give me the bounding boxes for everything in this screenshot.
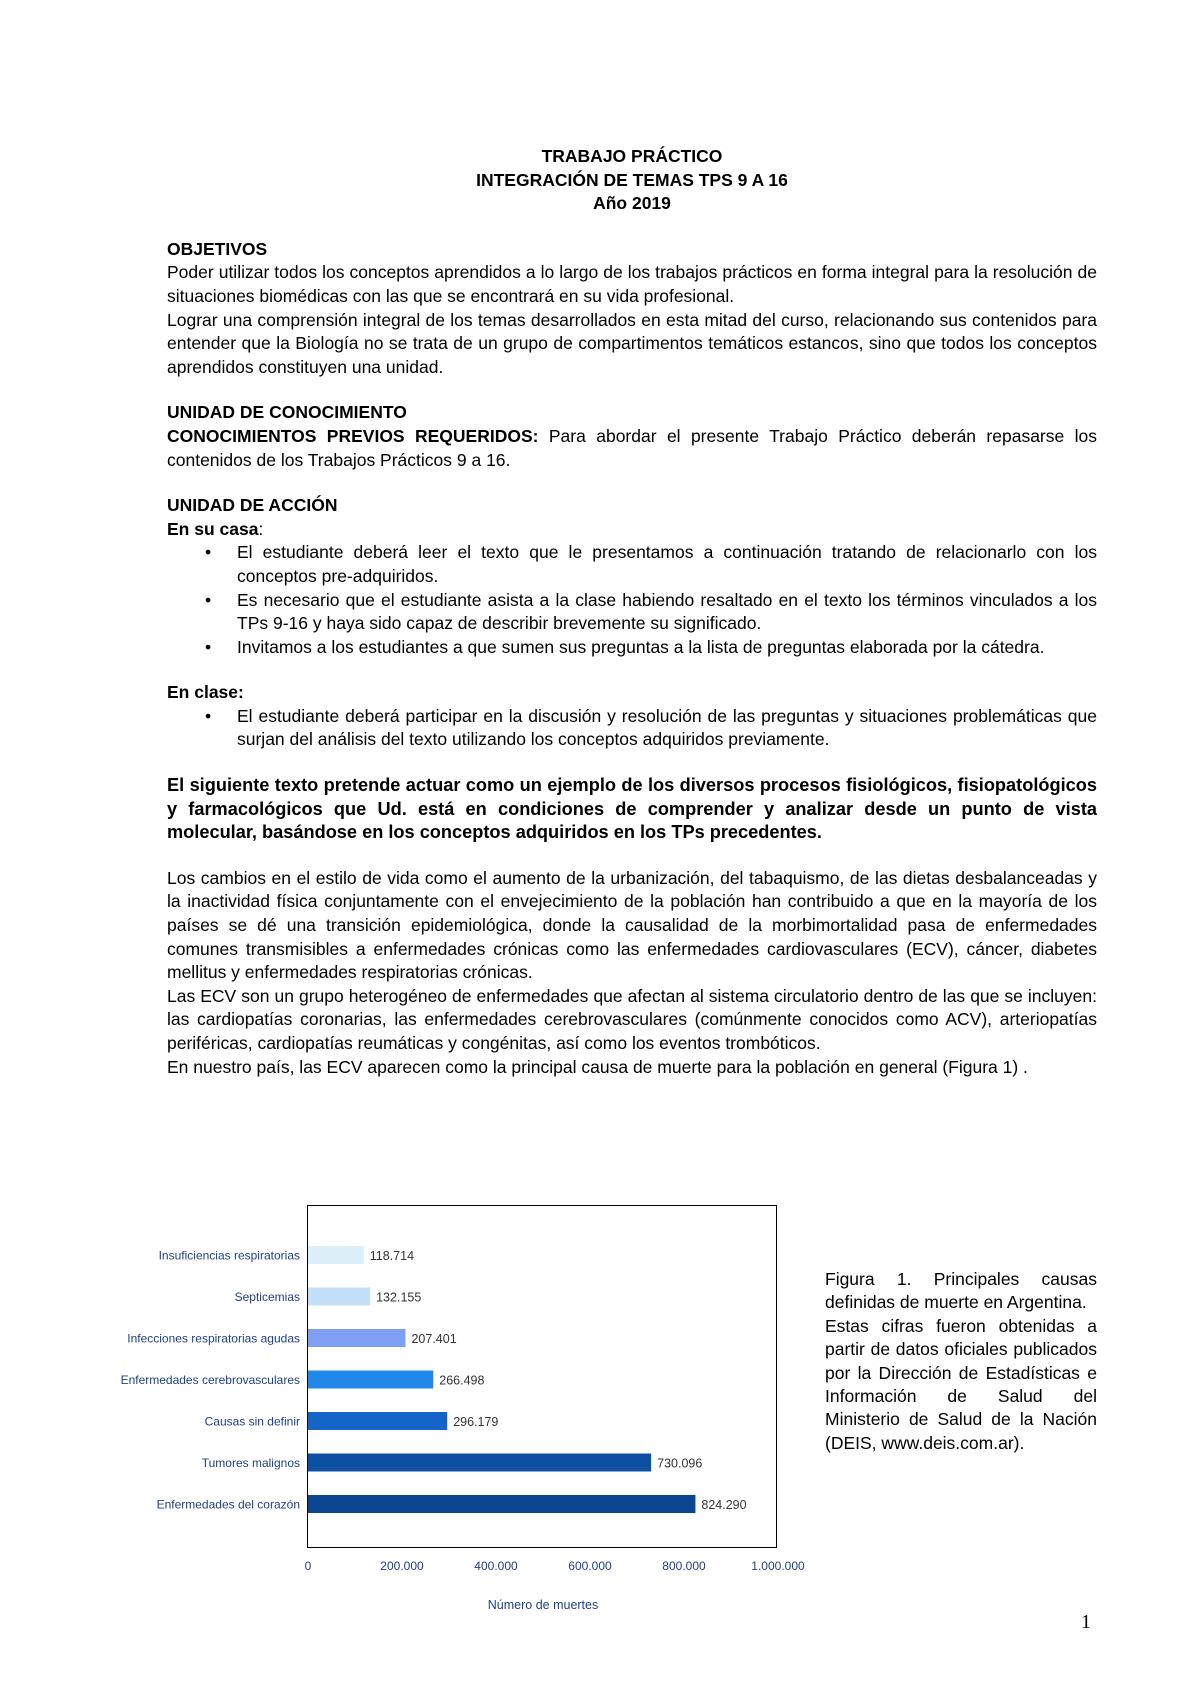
casa-colon: : xyxy=(258,518,264,539)
category-label: Enfermedades cerebrovasculares xyxy=(120,1373,300,1387)
figure-1 xyxy=(100,1205,820,1620)
title-line-1: TRABAJO PRÁCTICO xyxy=(541,146,723,166)
document-body xyxy=(167,145,1097,1079)
category-label: Insuficiencias respiratorias xyxy=(158,1248,300,1263)
page-number: 1 xyxy=(1081,1611,1091,1633)
chart-bar xyxy=(308,1288,370,1306)
x-tick-label: 200.000 xyxy=(380,1559,424,1573)
list-item xyxy=(167,636,1097,660)
category-label: Causas sin definir xyxy=(204,1414,300,1429)
conocimiento-text: Para abordar el presente Trabajo Práctico deberán repasarse los contenidos de los Trabajos Prácticos 9 a 16. xyxy=(167,425,1098,470)
clase-list xyxy=(167,705,1097,752)
data-label: 730.096 xyxy=(657,1456,703,1471)
intro-bold-paragraph: El siguiente texto pretende actuar como un ejemplo de los diversos procesos fisiológicos, fisiopatológicos y farmacológicos que Ud. está en condiciones de comprender y analizar desde un punto de vista molecular, basándose en los conceptos adquiridos en los TPs precedentes. xyxy=(167,775,1097,843)
chart-bar xyxy=(308,1454,651,1472)
x-tick-label: 800.000 xyxy=(662,1559,706,1573)
chart-bar xyxy=(308,1329,405,1347)
list-item xyxy=(167,589,1097,636)
list-item xyxy=(167,541,1097,588)
category-label: Tumores malignos xyxy=(201,1456,300,1470)
data-label: 207.401 xyxy=(411,1332,457,1346)
bar-chart xyxy=(100,1205,820,1620)
accion-heading: UNIDAD DE ACCIÓN xyxy=(167,495,338,516)
category-label: Enfermedades del corazón xyxy=(156,1497,300,1512)
data-label: 296.179 xyxy=(453,1415,499,1429)
title-line-3: Año 2019 xyxy=(593,193,671,214)
category-label: Infecciones respiratorias agudas xyxy=(127,1331,300,1346)
chart-bar xyxy=(308,1246,364,1264)
data-label: 118.714 xyxy=(369,1249,415,1263)
x-tick-label: 400.000 xyxy=(474,1559,518,1573)
list-item-text: Invitamos a los estudiantes a que sumen sus preguntas a la lista de preguntas elaborada por la cátedra. xyxy=(237,636,1045,657)
conocimiento-label: CONOCIMIENTOS PREVIOS REQUERIDOS: xyxy=(167,425,539,446)
clase-subheading: En clase: xyxy=(167,682,244,703)
category-label: Septicemias xyxy=(234,1290,300,1304)
x-tick-label: 0 xyxy=(304,1559,312,1573)
title-line-2: INTEGRACIÓN DE TEMAS TPS 9 A 16 xyxy=(476,169,788,190)
list-item xyxy=(167,705,1097,752)
data-label: 266.498 xyxy=(439,1373,485,1388)
objetivos-paragraph-2: Lograr una comprensión integral de los temas desarrollados en esta mitad del curso, relacionando sus contenidos para entender que la Biología no se trata de un grupo de compartimentos temáticos estancos, sino que todos los conceptos aprendidos constituyen una unidad. xyxy=(167,309,1097,377)
bullet-icon: • xyxy=(205,636,212,657)
list-item-text: El estudiante deberá leer el texto que le presentamos a continuación tratando de relacionarlo con los conceptos pre-adquiridos. xyxy=(237,542,1097,586)
caption-paragraph-1: Figura 1. Principales causas definidas de muerte en Argentina. xyxy=(825,1269,1097,1313)
chart-bar xyxy=(308,1371,433,1389)
chart-bar xyxy=(308,1412,447,1430)
conocimiento-paragraph xyxy=(167,425,1097,472)
casa-list xyxy=(167,541,1097,659)
bullet-icon: • xyxy=(205,542,212,563)
list-item-text: Es necesario que el estudiante asista a la clase habiendo resaltado en el texto los términos vinculados a los TPs 9-16 y haya sido capaz de describir brevemente su significado. xyxy=(237,589,1097,634)
objetivos-paragraph-1: Poder utilizar todos los conceptos aprendidos a lo largo de los trabajos prácticos en forma integral para la resolución de situaciones biomédicas con las que se encontrará en su vida profesional. xyxy=(167,262,1097,306)
list-item-text: El estudiante deberá participar en la discusión y resolución de las preguntas y situaciones problemáticas que surjan del análisis del texto utilizando los conceptos adquiridos previamente. xyxy=(237,705,1097,750)
x-tick-label: 600.000 xyxy=(568,1559,612,1573)
bullet-icon: • xyxy=(205,589,212,610)
x-axis-label: Número de muertes xyxy=(487,1598,599,1612)
data-label: 132.155 xyxy=(376,1290,422,1305)
data-label: 824.290 xyxy=(701,1498,747,1512)
body-paragraph-1: Los cambios en el estilo de vida como el aumento de la urbanización, del tabaquismo, de las dietas desbalanceadas y la inactividad física conjuntamente con el envejecimiento de la población han contribuido a que en la mayoría de los países se dé una transición epidemiológica, donde la causalidad de la morbimortalidad pasa de enfermedades comunes transmisibles a enfermedades crónicas como las enfermedades cardiovasculares (ECV), cáncer, diabetes mellitus y enfermedades respiratorias crónicas. xyxy=(167,867,1097,983)
figure-caption xyxy=(825,1268,1097,1455)
casa-subheading xyxy=(167,518,1097,542)
caption-paragraph-2: Estas cifras fueron obtenidas a partir de datos oficiales publicados por la Dirección de Estadísticas e Información de Salud del Ministerio de Salud de la Nación (DEIS, www.deis.com.ar). xyxy=(825,1315,1097,1453)
casa-label: En su casa xyxy=(167,518,259,539)
body-paragraph-3: En nuestro país, las ECV aparecen como la principal causa de muerte para la población en general (Figura 1) . xyxy=(167,1056,1028,1077)
chart-bar xyxy=(308,1495,695,1513)
bullet-icon: • xyxy=(205,705,212,726)
objetivos-heading: OBJETIVOS xyxy=(167,238,268,259)
conocimiento-heading: UNIDAD DE CONOCIMIENTO xyxy=(167,402,407,423)
x-tick-label: 1.000.000 xyxy=(751,1559,805,1573)
body-paragraph-2: Las ECV son un grupo heterogéneo de enfermedades que afectan al sistema circulatorio dentro de las que se incluyen: las cardiopatías coronarias, las enfermedades cerebrovasculares (comúnmente conocidos como ACV), arteriopatías periféricas, cardiopatías reumáticas y congénitas, así como los eventos trombóticos. xyxy=(167,985,1097,1053)
